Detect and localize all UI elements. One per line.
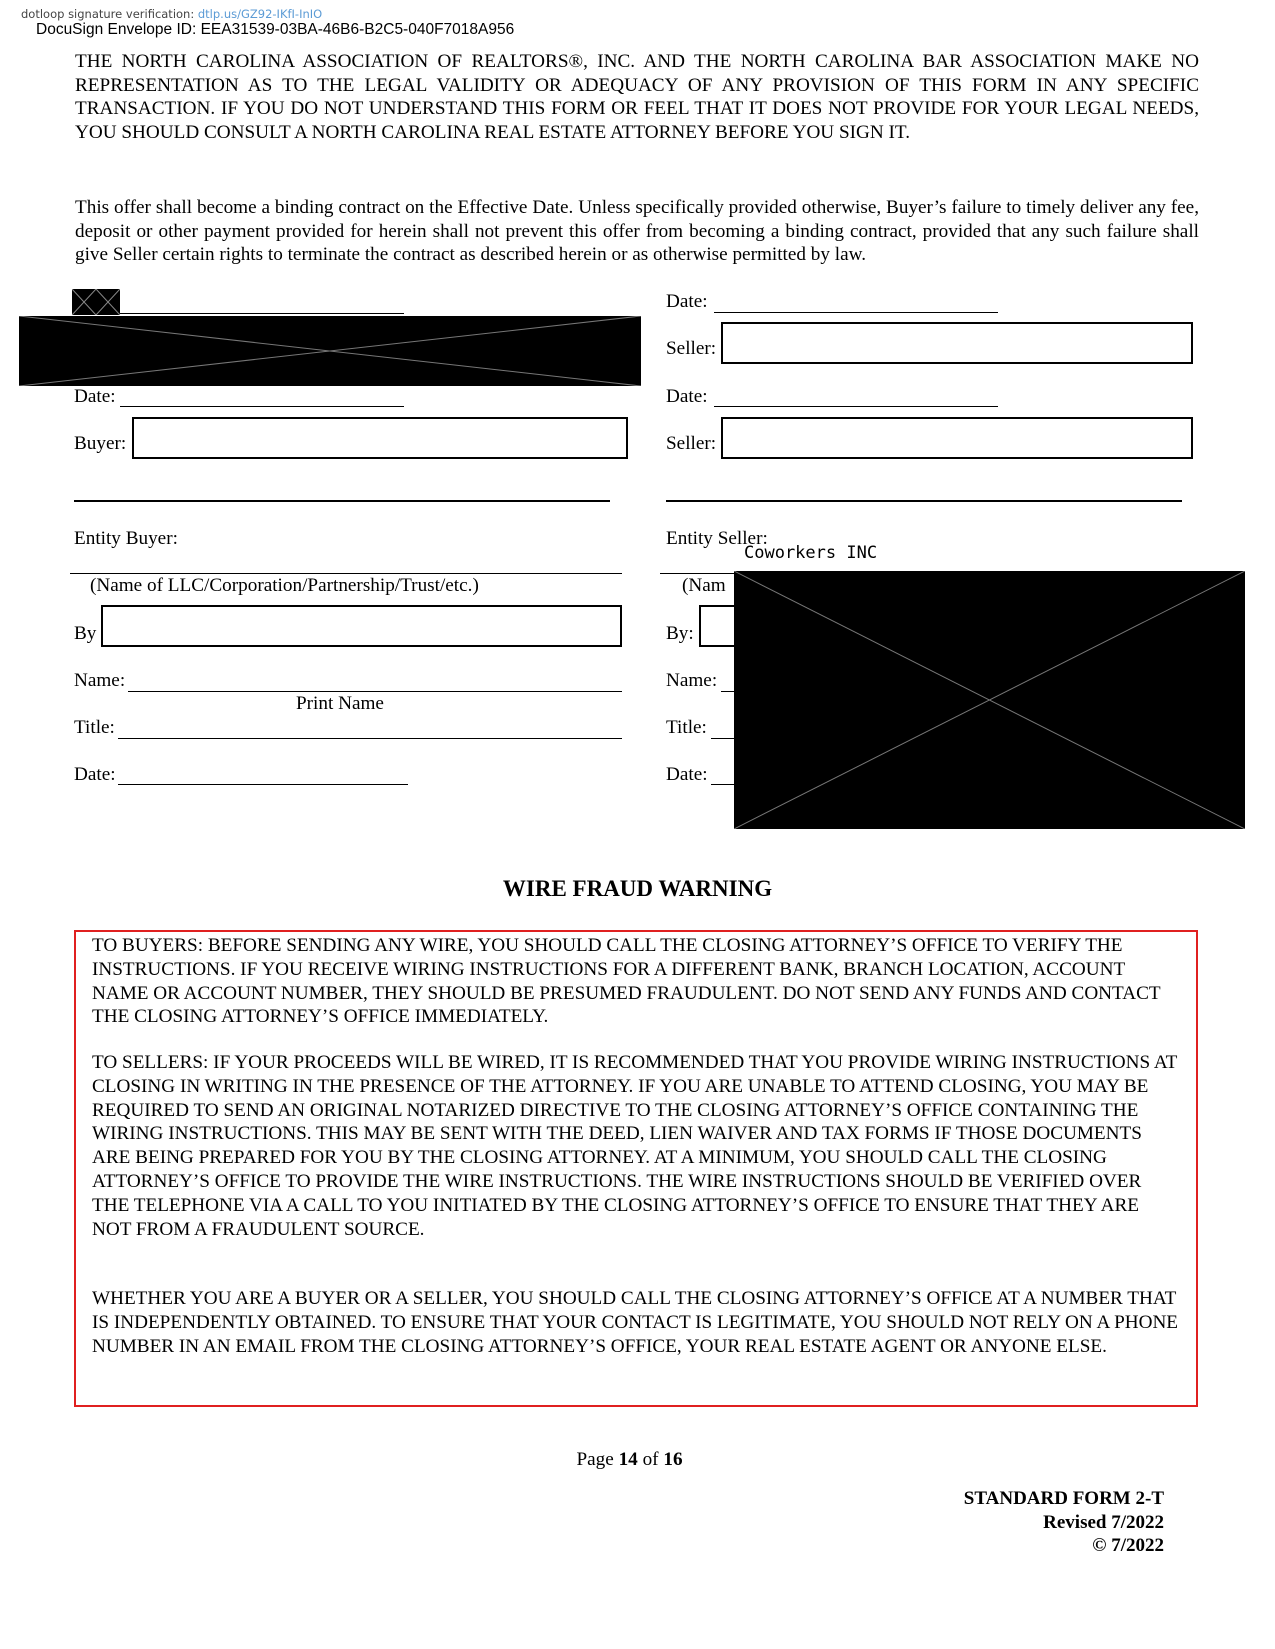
seller-signature-box-2[interactable] — [721, 417, 1193, 459]
seller-name-label: Name: — [666, 670, 718, 691]
wire-to-buyers: TO BUYERS: BEFORE SENDING ANY WIRE, YOU SHOULD CALL THE CLOSING ATTORNEY’S OFFICE TO VERIFY THE INSTRUCTIONS. IF YOU RECEIVE WIRING INSTRUCTIONS FOR A DIFFERENT BANK, BRANCH LOCATION, ACCOUNT NAME OR ACCOUNT NUMBER, THEY SHOULD BE PRESUMED FRAUDULENT. DO NOT SEND ANY FUNDS AND CONTACT THE CLOSING ATTORNEY’S OFFICE IMMEDIATELY. — [92, 935, 1161, 1028]
page-number — [0, 1449, 1259, 1471]
seller-signature-box-1[interactable] — [721, 322, 1193, 364]
wire-to-sellers: TO SELLERS: IF YOUR PROCEEDS WILL BE WIRED, IT IS RECOMMENDED THAT YOU PROVIDE WIRING INSTRUCTIONS AT CLOSING IN WRITING IN THE PRESENCE OF THE ATTORNEY. IF YOU ARE UNABLE TO ATTEND CLOSING, YOU MAY BE REQUIRED TO SEND AN ORIGINAL NOTARIZED DIRECTIVE TO THE CLOSING ATTORNEY’S OFFICE CONTAINING THE WIRING INSTRUCTIONS. THIS MAY BE SENT WITH THE DEED, LIEN WAIVER AND TAX FORMS IF THOSE DOCUMENTS ARE BEING PREPARED FOR YOU BY THE CLOSING ATTORNEY. AT A MINIMUM, YOU SHOULD CALL THE CLOSING ATTORNEY’S OFFICE TO PROVIDE THE WIRE INSTRUCTIONS. THE WIRE INSTRUCTIONS SHOULD BE VERIFIED OVER THE TELEPHONE VIA A CALL TO YOU INITIATED BY THE CLOSING ATTORNEY’S OFFICE TO ENSURE THAT THEY ARE NOT FROM A FRAUDULENT SOURCE. — [92, 1052, 1178, 1240]
seller-divider — [666, 500, 1182, 502]
binding-contract-paragraph: This offer shall become a binding contract on the Effective Date. Unless specifically provided otherwise, Buyer’s failure to timely deliver any fee, deposit or other payment provided for herein shall not prevent this offer from becoming a binding contract, provided that any such failure shall give Seller certain rights to terminate the contract as described herein or as otherwise permitted by law. — [75, 197, 1199, 265]
buyer-title-line[interactable] — [118, 738, 622, 739]
buyer-label: Buyer: — [74, 433, 127, 454]
seller-date-label-1: Date: — [666, 291, 708, 312]
page-total: 16 — [663, 1449, 683, 1470]
entity-buyer-hint: (Name of LLC/Corporation/Partnership/Trust/etc.) — [90, 575, 479, 596]
entity-seller-date-label: Date: — [666, 764, 708, 785]
redaction-cross-icon — [734, 571, 1245, 829]
seller-by-signature-box[interactable] — [699, 605, 739, 647]
redacted-mark-small — [72, 289, 120, 315]
buyer-signature-line-1[interactable] — [120, 313, 404, 314]
redaction-cross-icon — [19, 316, 641, 386]
seller-by-label: By: — [666, 623, 694, 644]
redacted-buyer-signature — [19, 316, 641, 386]
buyer-by-signature-box[interactable] — [101, 605, 622, 647]
page-current: 14 — [618, 1449, 638, 1470]
wire-buyer-or-seller: WHETHER YOU ARE A BUYER OR A SELLER, YOU SHOULD CALL THE CLOSING ATTORNEY’S OFFICE AT A NUMBER THAT IS INDEPENDENTLY OBTAINED. TO ENSURE THAT YOUR CONTACT IS LEGITIMATE, YOU SHOULD NOT RELY ON A PHONE NUMBER IN AN EMAIL FROM THE CLOSING ATTORNEY’S OFFICE, YOUR REAL ESTATE AGENT OR ANYONE ELSE. — [92, 1288, 1179, 1357]
seller-label-2: Seller: — [666, 433, 717, 454]
buyer-name-line[interactable] — [128, 691, 622, 692]
buyer-date-label: Date: — [74, 386, 116, 407]
dotloop-verification — [21, 7, 322, 21]
entity-buyer-date-line[interactable] — [118, 784, 408, 785]
entity-seller-hint: (Nam — [682, 575, 726, 596]
form-name: STANDARD FORM 2-T — [963, 1488, 1164, 1509]
entity-seller-label: Entity Seller: — [666, 528, 768, 549]
page-of: of — [642, 1449, 659, 1470]
buyer-name-label: Name: — [74, 670, 126, 691]
seller-date-label-2: Date: — [666, 386, 708, 407]
disclaimer-paragraph: THE NORTH CAROLINA ASSOCIATION OF REALTORS®, INC. AND THE NORTH CAROLINA BAR ASSOCIATION MAKE NO REPRESENTATION AS TO THE LEGAL VALIDITY OR ADEQUACY OF ANY PROVISION OF THIS FORM IN ANY SPECIFIC TRANSACTION. IF YOU DO NOT UNDERSTAND THIS FORM OR FEEL THAT IT DOES NOT PROVIDE FOR YOUR LEGAL NEEDS, YOU SHOULD CONSULT A NORTH CAROLINA REAL ESTATE ATTORNEY BEFORE YOU SIGN IT. — [75, 51, 1199, 143]
print-name-caption: Print Name — [296, 693, 384, 714]
docusign-envelope-id: DocuSign Envelope ID: EEA31539-03BA-46B6-B2C5-040F7018A956 — [36, 21, 515, 38]
buyer-signature-box[interactable] — [132, 417, 628, 459]
entity-seller-line[interactable] — [660, 573, 740, 574]
cross-mark-icon — [72, 289, 120, 315]
redacted-seller-signature — [734, 571, 1245, 829]
buyer-divider — [74, 500, 610, 502]
seller-date-line-1[interactable] — [714, 312, 998, 313]
entity-buyer-label: Entity Buyer: — [74, 528, 178, 549]
page-prefix: Page — [576, 1449, 614, 1470]
wire-fraud-title: WIRE FRAUD WARNING — [502, 876, 773, 901]
buyer-title-label: Title: — [74, 717, 115, 738]
seller-date-line-2[interactable] — [714, 406, 998, 407]
entity-buyer-line[interactable] — [70, 573, 622, 574]
seller-label-1: Seller: — [666, 338, 717, 359]
seller-title-label: Title: — [666, 717, 707, 738]
buyer-date-line[interactable] — [120, 406, 404, 407]
buyer-by-label: By — [74, 623, 97, 644]
form-footer — [964, 1487, 1164, 1558]
form-revised: Revised 7/2022 — [1043, 1511, 1164, 1533]
entity-seller-value: Coworkers INC — [744, 543, 878, 563]
form-copyright: © 7/2022 — [1092, 1535, 1164, 1556]
verify-link[interactable]: dtlp.us/GZ92-IKfI-InIO — [197, 7, 323, 21]
verify-label: dotloop signature verification: — [21, 7, 195, 21]
entity-buyer-date-label: Date: — [74, 764, 116, 785]
